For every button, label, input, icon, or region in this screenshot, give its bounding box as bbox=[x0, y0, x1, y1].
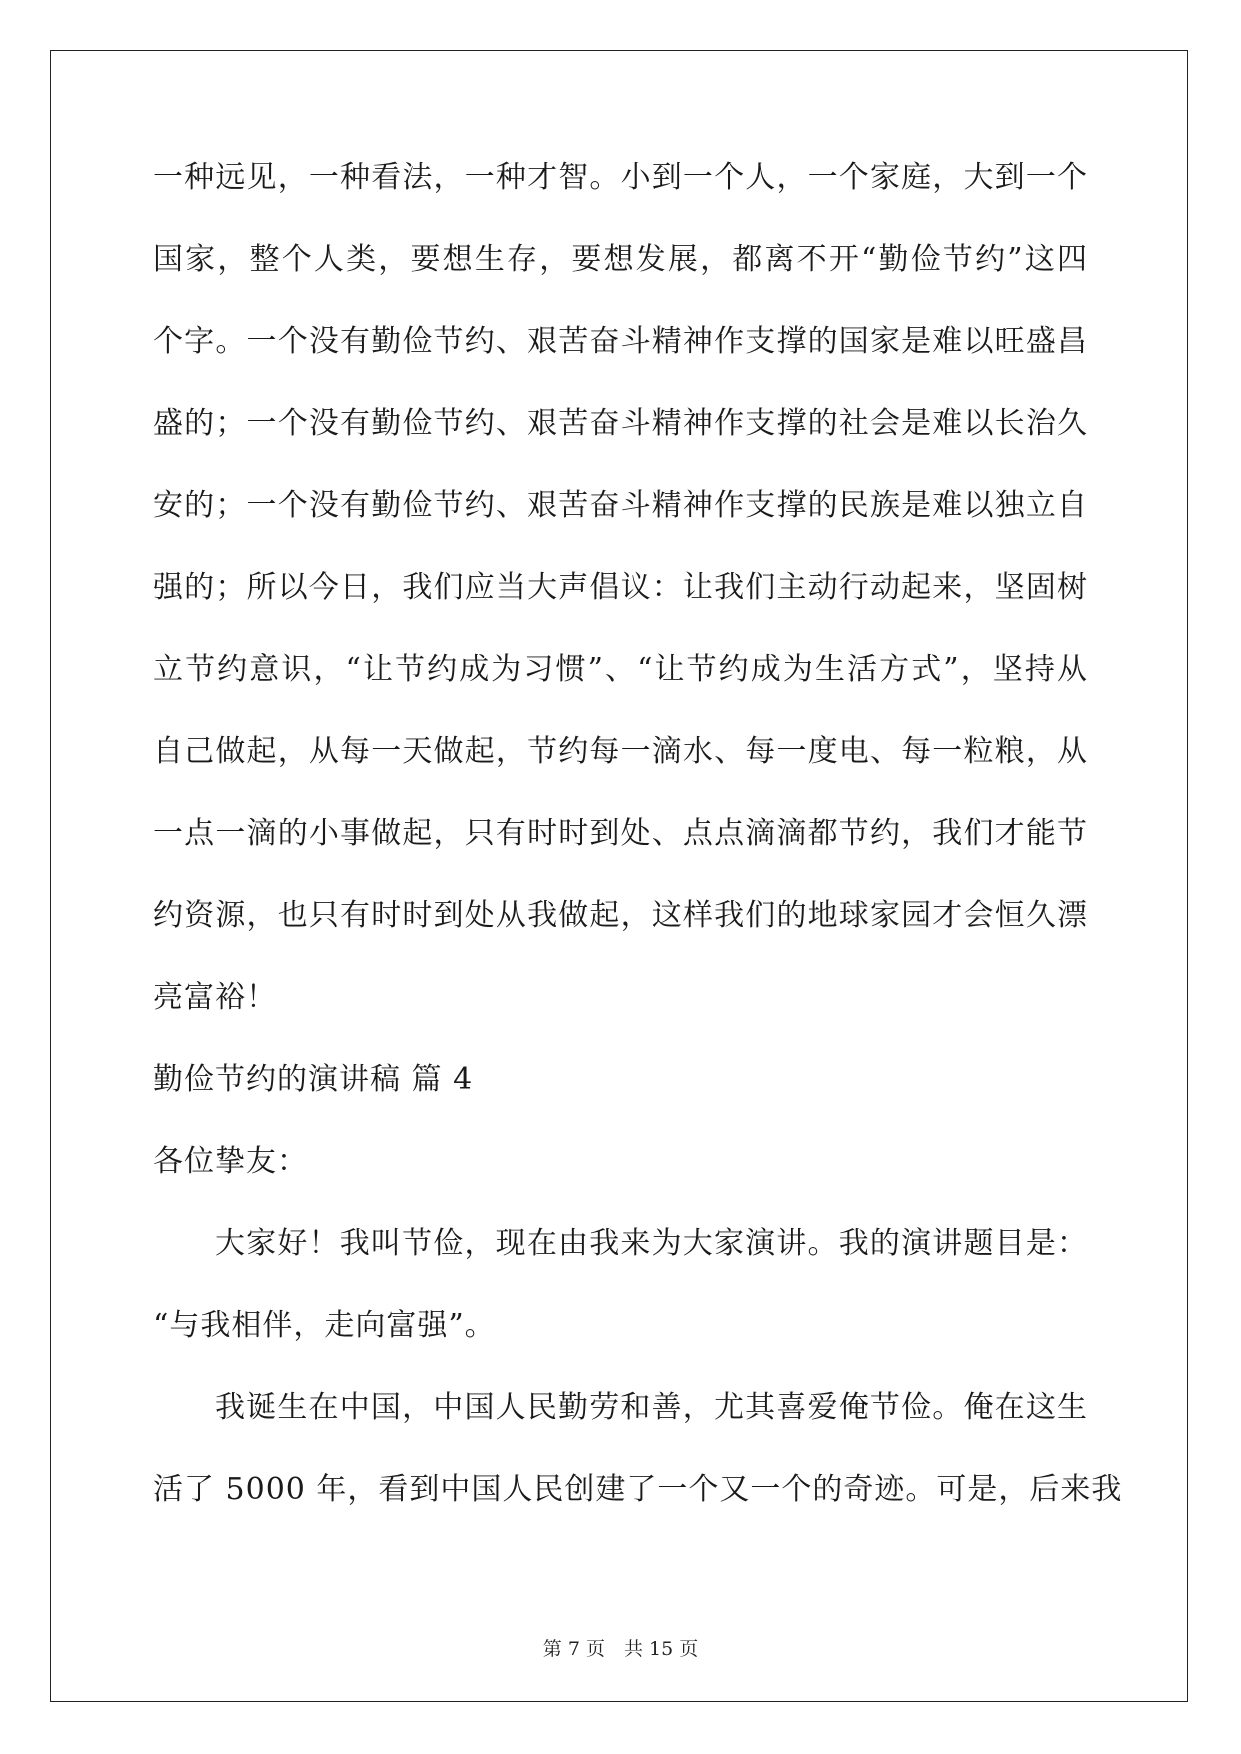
paragraph-line: 活了 5000 年，看到中国人民创建了一个又一个的奇迹。可是，后来我 bbox=[153, 1472, 1123, 1507]
paragraph-line: 一点一滴的小事做起，只有时时到处、点点滴滴都节约，我们才能节 bbox=[153, 816, 1088, 851]
paragraph-line: 安的；一个没有勤俭节约、艰苦奋斗精神作支撑的民族是难以独立自 bbox=[153, 488, 1088, 523]
paragraph-line: 个字。一个没有勤俭节约、艰苦奋斗精神作支撑的国家是难以旺盛昌 bbox=[153, 324, 1088, 359]
paragraph-line: “与我相伴，走向富强”。 bbox=[153, 1308, 496, 1343]
paragraph-line: 盛的；一个没有勤俭节约、艰苦奋斗精神作支撑的社会是难以长治久 bbox=[153, 406, 1088, 441]
page-number-footer: 第 7 页 共 15 页 bbox=[542, 1638, 699, 1660]
paragraph-line: 我诞生在中国，中国人民勤劳和善，尤其喜爱俺节俭。俺在这生 bbox=[215, 1390, 1088, 1425]
paragraph-line: 国家，整个人类，要想生存，要想发展，都离不开“勤俭节约”这四 bbox=[153, 242, 1088, 277]
paragraph-line: 强的；所以今日，我们应当大声倡议：让我们主动行动起来，坚固树 bbox=[153, 570, 1088, 605]
paragraph-line: 亮富裕！ bbox=[153, 980, 277, 1015]
paragraph-line: 自己做起，从每一天做起，节约每一滴水、每一度电、每一粒粮，从 bbox=[153, 734, 1088, 769]
section-heading: 勤俭节约的演讲稿 篇 4 bbox=[153, 1062, 474, 1097]
paragraph-line: 一种远见，一种看法，一种才智。小到一个人，一个家庭，大到一个 bbox=[153, 160, 1088, 195]
paragraph-line: 约资源，也只有时时到处从我做起，这样我们的地球家园才会恒久漂 bbox=[153, 898, 1088, 933]
paragraph-line: 立节约意识，“让节约成为习惯”、“让节约成为生活方式”，坚持从 bbox=[153, 652, 1088, 687]
salutation: 各位挚友： bbox=[153, 1144, 308, 1179]
document-body bbox=[153, 158, 1123, 1552]
paragraph-line: 大家好！我叫节俭，现在由我来为大家演讲。我的演讲题目是： bbox=[215, 1226, 1088, 1261]
